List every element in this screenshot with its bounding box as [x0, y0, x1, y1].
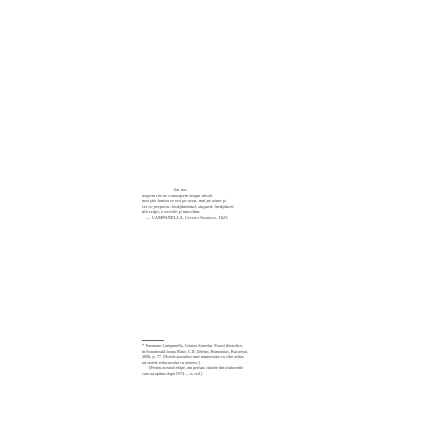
epigraph-line: naştem cât ne cunoaştem singur decât — [142, 192, 213, 198]
footnote-continuation-line: [Pentru această ediţie, am preluat citatele din traducerile — [149, 365, 244, 371]
epigraph-intro: Iar noi — [174, 187, 187, 192]
epigraph — [142, 187, 322, 221]
epigraph-line: mai ştie lumea ce noi pe acea, mai pe atare şi — [142, 198, 226, 204]
epigraph-line: cei ce preţuiesc învăţământul, singură, învăţătură — [142, 203, 234, 209]
epigraph-source: — CAMPANELLA, Cetatea Soarelui, 1623 — [146, 214, 228, 220]
footnote — [142, 343, 342, 377]
footnote-line: iar notele redactorului cu asterisc.] — [142, 359, 201, 365]
footnote-divider — [142, 340, 164, 341]
footnote-line: * Tommaso Campanella, Cetatea Soarelui. Poezii filozofice, — [142, 343, 243, 348]
footnote-line: 2006, p. 77. [Notele autorului sunt numerotate cu cifre arabe, — [142, 354, 245, 360]
footnote-line: în Sorodonală Ioana Elian, C.D. Zeletin, Humanitas, Bucureşti, — [142, 348, 248, 354]
epigraph-line: din crăpi, e nevoile şi măcelăm. — [142, 209, 201, 215]
footnote-continuation-line: care au apărut după 1974 — n. red.] — [142, 370, 203, 376]
